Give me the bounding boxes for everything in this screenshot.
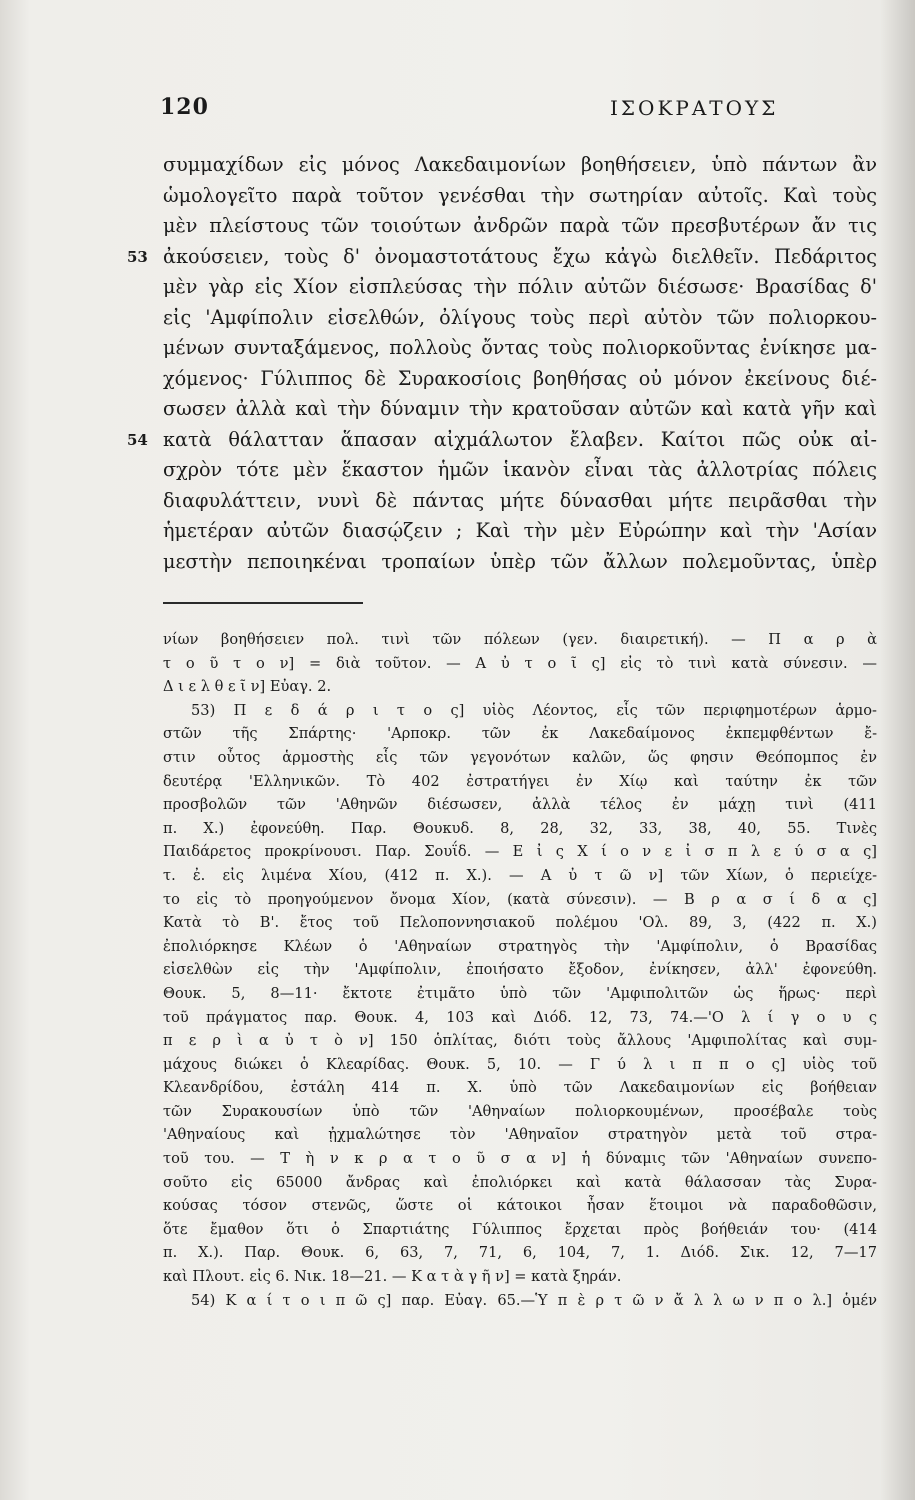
- page-number: 120: [160, 94, 209, 120]
- main-text-content: ὡμολογεῖτο παρὰ τοῦτον γενέσθαι τὴν σωτηρίαν αὐτοῖς. Καὶ τοὺς: [163, 183, 877, 207]
- footnote-line: ὅτε ἔμαθον ὅτι ὁ Σπαρτιάτης Γύλιππος ἔρχεται πρὸς βοήθειάν του· (414: [163, 1220, 877, 1238]
- footnote-line: τ ο ῦ τ ο ν] = διὰ τοῦτον. — Α ὐ τ ο ῖ ς] εἰς τὸ τινὶ κατὰ σύνεσιν. —: [163, 654, 877, 672]
- main-text-line: [163, 303, 877, 334]
- footnote-separator-rule: [163, 602, 363, 604]
- main-text-content: κατὰ θάλατταν ἅπασαν αἰχμάλωτον ἔλαβεν. Καίτοι πῶς οὐκ αἰ-: [163, 427, 877, 451]
- main-text-content: μὲν πλείστους τῶν τοιούτων ἀνδρῶν παρὰ τῶν πρεσβυτέρων ἄν τις: [163, 214, 877, 237]
- main-text-content: μὲν γὰρ εἰς Χίον εἰσπλεύσας τὴν πόλιν αὐτῶν διέσωσε· Βρασίδας δ': [163, 275, 877, 298]
- footnote-line: 53) Π ε δ ά ρ ι τ ο ς] υἱὸς Λέοντος, εἷς τῶν περιφημοτέρων ἁρμο-: [191, 701, 877, 719]
- footnote-line: κούσας τόσον στενῶς, ὥστε οἱ κάτοικοι ἦσαν ἕτοιμοι νὰ παραδοθῶσιν,: [163, 1197, 877, 1215]
- footnotes-block: [163, 628, 877, 1312]
- footnote-line: τοῦ του. — Τ ὴ ν κ ρ α τ ο ῦ σ α ν] ἡ δύναμις τῶν 'Αθηναίων συνεπο-: [163, 1150, 877, 1168]
- footnote-line: μάχους διώκει ὁ Κλεαρίδας. Θουκ. 5, 10. — Γ ύ λ ι π π ο ς] υἱὸς τοῦ: [163, 1055, 877, 1073]
- main-text-content: ἀκούσειεν, τοὺς δ' ὀνομαστοτάτους ἔχω κἀγὼ διελθεῖν. Πεδάριτος: [163, 244, 877, 268]
- footnote-line: δευτέρᾳ 'Ελληνικῶν. Τὸ 402 ἐστρατήγει ἐν Χίῳ καὶ ταύτην ἐκ τῶν: [163, 772, 877, 790]
- main-text-content: σωσεν ἀλλὰ καὶ τὴν δύναμιν τὴν κρατοῦσαν αὐτῶν καὶ κατὰ γῆν καὶ: [163, 397, 877, 420]
- main-text-content: σχρὸν τότε μὲν ἕκαστον ἡμῶν ἱκανὸν εἶναι τὰς ἀλλοτρίας πόλεις: [163, 458, 877, 481]
- main-text-line: [163, 455, 877, 486]
- footnote-line: 'Αθηναίους καὶ ᾐχμαλώτησε τὸν 'Αθηναῖον στρατηγὸν μετὰ τοῦ στρα-: [163, 1126, 877, 1144]
- main-text-content: ἡμετέραν αὐτῶν διασῴζειν ; Καὶ τὴν μὲν Εὐρώπην καὶ τὴν 'Ασίαν: [163, 519, 877, 542]
- footnote-line: σοῦτο εἰς 65000 ἄνδρας καὶ ἐπολιόρκει καὶ κατὰ θάλασσαν τὰς Συρα-: [163, 1173, 877, 1191]
- footnote-line: στῶν τῆς Σπάρτης· 'Αρποκρ. τῶν ἐκ Λακεδαίμονος ἐκπεμφθέντων ἔ-: [163, 725, 877, 743]
- main-text-line: [163, 181, 877, 212]
- main-text-line: [163, 486, 877, 517]
- footnote-line: Κατὰ τὸ Β'. ἔτος τοῦ Πελοποννησιακοῦ πολέμου 'Ολ. 89, 3, (422 π. Χ.): [163, 914, 877, 932]
- main-text-line: [163, 364, 877, 395]
- page-header: [160, 94, 880, 128]
- main-text-line: [163, 394, 877, 425]
- footnote-line: στιν οὗτος ἁρμοστὴς εἷς τῶν γεγονότων καλῶν, ὥς φησιν Θεόπομπος ἐν: [163, 748, 877, 766]
- footnote-line: καὶ Πλουτ. εἰς 6. Νικ. 18—21. — Κ α τ ὰ γ ῆ ν] = κατὰ ξηράν.: [163, 1268, 622, 1286]
- footnote-line: Θουκ. 5, 8—11· ἔκτοτε ἐτιμᾶτο ὑπὸ τῶν 'Αμφιπολιτῶν ὡς ἥρως· περὶ: [163, 984, 877, 1002]
- footnote-line: το εἰς τὸ προηγούμενον ὄνομα Χίον, (κατὰ σύνεσιν). — Β ρ α σ ί δ α ς]: [163, 890, 877, 908]
- footnote-line: ἐπολιόρκησε Κλέων ὁ 'Αθηναίων στρατηγὸς τὴν 'Αμφίπολιν, ὁ Βρασίδας: [163, 937, 877, 955]
- footnote-line: τ. ἐ. εἰς λιμένα Χίου, (412 π. Χ.). — Α ὐ τ ῶ ν] τῶν Χίων, ὁ περιείχε-: [163, 866, 877, 884]
- footnote-line: π ε ρ ὶ α ὐ τ ὸ ν] 150 ὁπλίτας, διότι τοὺς ἄλλους 'Αμφιπολίτας καὶ συμ-: [163, 1032, 877, 1050]
- footnote-line: τοῦ πράγματος παρ. Θουκ. 4, 103 καὶ Διόδ. 12, 73, 74.—'Ο λ ί γ ο υ ς: [163, 1008, 877, 1026]
- footnote-line: Κλεανδρίδου, ἐστάλη 414 π. Χ. ὑπὸ τῶν Λακεδαιμονίων εἰς βοήθειαν: [163, 1079, 877, 1097]
- running-title: ΙΣΟΚΡΑΤΟΥΣ: [610, 96, 779, 120]
- main-text-content: μεστὴν πεποιηκέναι τροπαίων ὑπὲρ τῶν ἄλλων πολεμοῦντας, ὑπὲρ: [163, 549, 877, 573]
- footnote-line: 54) Κ α ί τ ο ι π ῶ ς] παρ. Εὐαγ. 65.—Ὑ π ὲ ρ τ ῶ ν ἄ λ λ ω ν π ο λ.] ὁμέν: [191, 1291, 877, 1309]
- footnote-line: εἰσελθὼν εἰς τὴν 'Αμφίπολιν, ἐποιήσατο ἔξοδον, ἐνίκησεν, ἀλλ' ἐφονεύθη.: [163, 961, 877, 979]
- main-text-content: μένων συνταξάμενος, πολλοὺς ὄντας τοὺς πολιορκοῦντας ἐνίκησε μα-: [163, 336, 877, 359]
- main-text-line: [163, 150, 877, 181]
- section-number: 54: [127, 430, 148, 449]
- main-text-line: [163, 211, 877, 242]
- main-text-line: [163, 547, 877, 578]
- main-text-content: συμμαχίδων εἰς μόνος Λακεδαιμονίων βοηθήσειεν, ὑπὸ πάντων ἂν: [163, 153, 877, 176]
- main-text-line: [163, 333, 877, 364]
- footnote-line: τῶν Συρακουσίων ὑπὸ τῶν 'Αθηναίων πολιορκουμένων, προσέβαλε τοὺς: [163, 1102, 877, 1120]
- main-text-line: [127, 242, 877, 273]
- main-text-content: διαφυλάττειν, νυνὶ δὲ πάντας μήτε δύνασθαι μήτε πειρᾶσθαι τὴν: [163, 488, 877, 512]
- footnote-line: Παιδάρετος προκρίνουσι. Παρ. Σουΐδ. — Ε ἰ ς Χ ί ο ν ε ἰ σ π λ ε ύ σ α ς]: [163, 843, 877, 861]
- main-text-line: [127, 425, 877, 456]
- main-text-line: [163, 272, 877, 303]
- section-number: 53: [127, 247, 148, 266]
- footnote-line: π. Χ.). Παρ. Θουκ. 6, 63, 7, 71, 6, 104, 7, 1. Διόδ. Σικ. 12, 7—17: [163, 1244, 877, 1262]
- main-text-line: [163, 516, 877, 547]
- footnote-line: νίων βοηθήσειεν πολ. τινὶ τῶν πόλεων (γεν. διαιρετική). — Π α ρ ὰ: [163, 631, 877, 648]
- main-text-block: [127, 150, 877, 577]
- footnote-line: προσβολῶν τῶν 'Αθηνῶν διέσωσεν, ἀλλὰ τέλος ἐν μάχῃ τινὶ (411: [163, 796, 877, 814]
- main-text-content: χόμενος· Γύλιππος δὲ Συρακοσίοις βοηθήσας οὐ μόνον ἐκείνους διέ-: [163, 366, 877, 390]
- main-text-content: εἰς 'Αμφίπολιν εἰσελθών, ὀλίγους τοὺς περὶ αὐτὸν τῶν πολιορκου-: [163, 305, 877, 329]
- footnote-line: Δ ι ε λ θ ε ῖ ν] Εὐαγ. 2.: [163, 678, 332, 696]
- footnote-line: π. Χ.) ἐφονεύθη. Παρ. Θουκυδ. 8, 28, 32, 33, 38, 40, 55. Τινὲς: [163, 819, 877, 837]
